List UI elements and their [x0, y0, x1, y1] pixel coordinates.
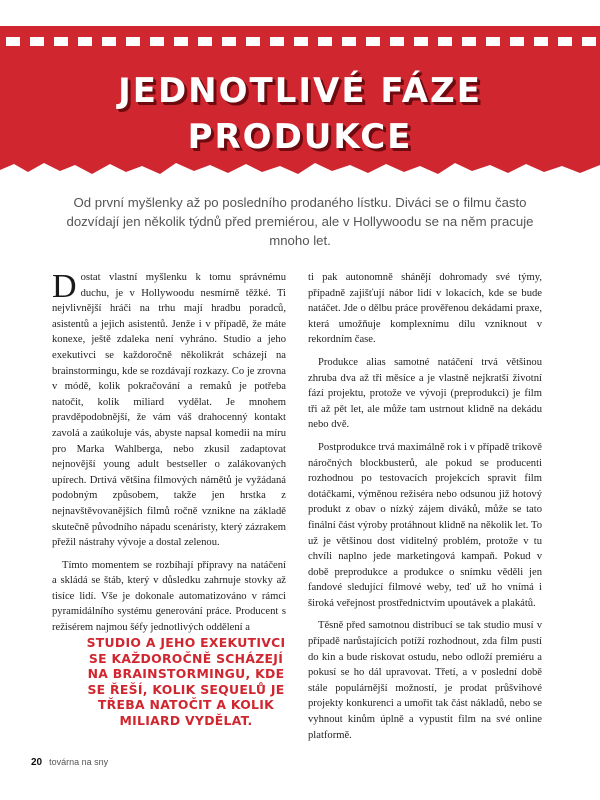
film-strip: [0, 26, 600, 56]
drop-cap: D: [52, 268, 77, 305]
publication-name: továrna na sny: [49, 757, 109, 767]
title-banner: [0, 0, 600, 178]
film-perforations: [6, 37, 600, 46]
page-number: 20: [31, 757, 43, 768]
page-footer: [31, 757, 108, 768]
body-paragraph: Postprodukce trvá maximálně rok i v případě trikově náročných blockbusterů, ale pokud se producenti rozhodnou po testovacích projekcích spravit film dotáčkami, výměnou režiséra nebo odsunou již hotový produkt z obav o nízký zájem diváků, může se tato finální část výroby protáhnout klidně na několik let. To už je většinou dost viditelný problém, protože v tu chvíli naplno jede marketingová kampaň. Pokud v době preprodukce a produkce o snímku věděli jen fandové sledující filmové weby, teď už ho vnímá i široká veřejnost prostřednictvím upoutávek a plakátů.: [308, 441, 542, 609]
body-paragraph-text: ostat vlastní myšlenku k tomu správnému duchu, je v Hollywoodu nesmírně těžké. Ti nejvlivnější hráči na trhu mají hradbu poradců, asistentů a jejich asistentů. Jenže i v případě, že máte konexe, ještě zdaleka není vyhráno. Studio a jeho exekutivci se každoročně několikrát scházejí na brainstormingu, kde se rozdávají rozkazy. Co je zrovna v módě, kolik pokračování a remaků je potřeba natočit, kolik miliard vydělat. Je mnohem pravděpodobnější, že vám váš drahocenný kontakt zavolá a zaúkoluje vás, abyste napsal komedii na míru pro Marka Wahlberga, nebo zkusil zadaptovat nejnovější young adult bestseller o zalákovaných upírech. Drtivá většina filmových námětů je vyžádaná podobným způsobem, takže jen hrstka z nejnavštěvovanějších filmů ročně vznikne na základě skutečně původního nápadu scenáristy, který zázrakem přežil nástrahy vývoje a dostal zelenou.: [52, 272, 286, 549]
left-column: [52, 270, 286, 643]
body-paragraph: [52, 270, 286, 551]
torn-edge-bottom: [0, 160, 600, 178]
lead-paragraph: Od první myšlenky až po posledního prodaného lístku. Diváci se o filmu často dozvídají jen několik týdnů před premiérou, ale v Hollywoodu se na něm pracuje mnoho let.: [66, 195, 534, 248]
pull-quote: STUDIO A JEHO EXEKUTIVCI SE KAŽDOROČNĚ SCHÁZEJÍ NA BRAINSTORMINGU, KDE SE ŘEŠÍ, KOLIK SEQUELŮ JE TŘEBA NATOČIT A KOLIK MILIARD VYDĚLAT.: [86, 635, 286, 728]
title-line-1: JEDNOTLIVÉ FÁZE: [118, 71, 482, 111]
body-paragraph: Produkce alias samotné natáčení trvá většinou zhruba dva až tři měsíce a je vlastně nejkratší životní fází projektu, protože ve vývoji (preprodukci) je film tři až pět let, ale může tam ustrnout klidně na dekádu nebo dvě.: [308, 356, 542, 431]
body-paragraph: ti pak autonomně shánějí dohromady své týmy, případně zajišťují nábor lidí v lokacích, kde se bude natáčet. Jde o dělbu práce prověřenou dekádami praxe, která umožňuje komplexnímu dílu vzniknout v rekordním čase.: [308, 272, 542, 346]
body-paragraph: Tímto momentem se rozbíhají přípravy na natáčení a skládá se štáb, který v důsledku zahrnuje stovky až tisíce lidí. Vše je dokonale automatizováno v rámci pyramidálního systému generování práce. Producent s režisérem najmou šéfy jednotlivých oddělení a: [52, 559, 286, 634]
body-paragraph: Těsně před samotnou distribucí se tak studio musí v případě narůstajících potíží rozhodnout, zda film pustí do kin a bude riskovat ostudu, nebo odloží premiéru a pokusí se ho dál upravovat. Třetí, a v poslední době stále populárnější možností, je prodat průšvihové projekty konkurenci a umořit tak část nákladů, nebo se vyhnout kinům úplně a vypustit film na své online platformě.: [308, 620, 542, 741]
page-title: [0, 68, 600, 160]
right-column: [308, 270, 542, 750]
title-line-2: PRODUKCE: [187, 117, 413, 157]
